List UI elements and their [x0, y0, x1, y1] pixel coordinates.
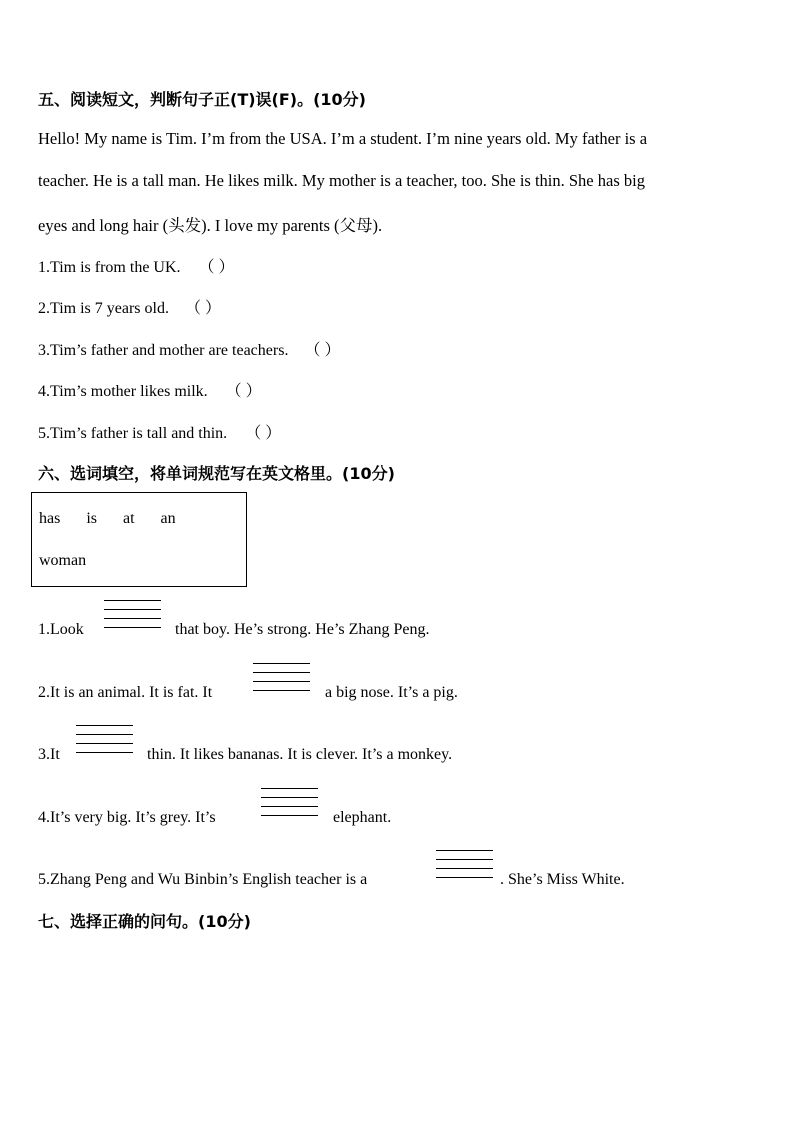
fill-item-4-before: 4.It’s very big. It’s grey. It’s	[38, 809, 216, 826]
judge-item-text: 5.Tim’s father is tall and thin.	[38, 425, 228, 442]
writing-lines-3[interactable]	[76, 725, 133, 755]
word-bank-word: has	[39, 510, 61, 527]
judge-item-text: 1.Tim is from the UK.	[38, 259, 181, 276]
judge-item-text: 3.Tim’s father and mother are teachers.	[38, 342, 289, 359]
answer-blank[interactable]: （ ）	[184, 300, 221, 317]
fill-item-4-after: elephant.	[333, 809, 392, 826]
fill-item-2-after: a big nose. It’s a pig.	[325, 684, 458, 701]
fill-item-3-before: 3.It	[38, 746, 60, 763]
fill-item-2-before: 2.It is an animal. It is fat. It	[38, 684, 213, 701]
fill-item-1-after: that boy. He’s strong. He’s Zhang Peng.	[175, 621, 430, 638]
section-5-heading: 五、阅读短文，判断句子正(T)误(F)。(10分)	[38, 90, 366, 109]
word-bank-row-2	[39, 552, 108, 570]
word-bank-box	[31, 492, 247, 587]
word-bank-word: is	[86, 510, 97, 527]
writing-lines-2[interactable]	[253, 663, 310, 693]
writing-lines-1[interactable]	[104, 600, 161, 630]
fill-item-5-after: . She’s Miss White.	[500, 871, 625, 888]
judge-item-2	[38, 295, 221, 318]
passage-line-1: Hello! My name is Tim. I’m from the USA. I’m a student. I’m nine years old. My father is a	[38, 129, 648, 148]
word-bank-word: at	[123, 510, 135, 527]
answer-blank[interactable]: （ ）	[245, 425, 282, 442]
judge-item-text: 2.Tim is 7 years old.	[38, 300, 169, 317]
judge-item-4	[38, 378, 262, 401]
writing-lines-4[interactable]	[261, 788, 318, 818]
judge-item-5	[38, 420, 281, 443]
section-6-heading: 六、选词填空，将单词规范写在英文格里。(10分)	[38, 464, 395, 483]
judge-item-text: 4.Tim’s mother likes milk.	[38, 383, 208, 400]
fill-item-1-before: 1.Look	[38, 621, 84, 638]
writing-lines-5[interactable]	[436, 850, 493, 880]
section-7-heading: 七、选择正确的问句。(10分)	[38, 912, 251, 931]
word-bank-row-1	[39, 510, 198, 528]
word-bank-word: woman	[39, 552, 87, 569]
fill-item-3-after: thin. It likes bananas. It is clever. It’s a monkey.	[147, 746, 453, 763]
judge-item-3	[38, 337, 340, 360]
passage-line-2: teacher. He is a tall man. He likes milk. My mother is a teacher, too. She is thin. She has big	[38, 171, 645, 190]
answer-blank[interactable]: （ ）	[225, 383, 262, 400]
answer-blank[interactable]: （ ）	[304, 342, 341, 359]
passage-line-3: eyes and long hair (头发). I love my parents (父母).	[38, 216, 383, 235]
fill-item-5-before: 5.Zhang Peng and Wu Binbin’s English teacher is a	[38, 871, 368, 888]
judge-item-1	[38, 254, 235, 277]
word-bank-word: an	[160, 510, 176, 527]
answer-blank[interactable]: （ ）	[198, 259, 235, 276]
